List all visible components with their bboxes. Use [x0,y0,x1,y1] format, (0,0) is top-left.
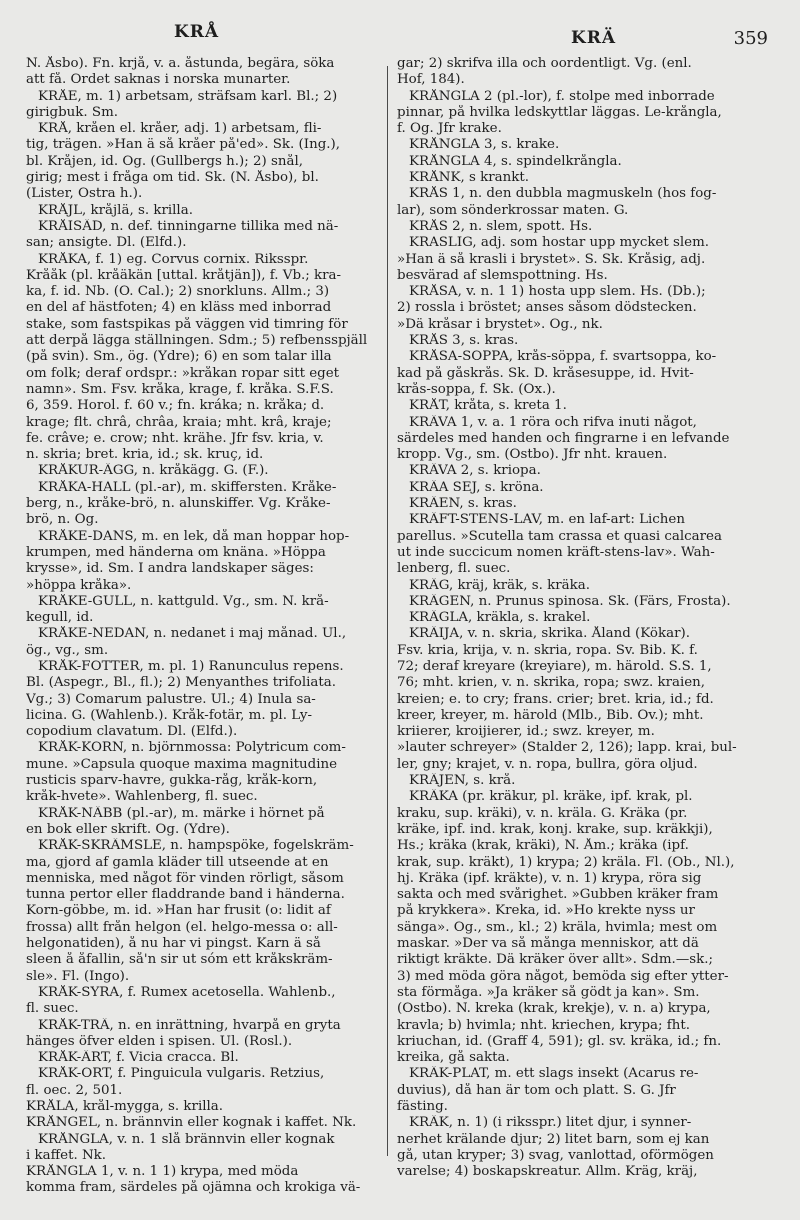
text-line: (Östbo). N. kreka (krak, krekje), v. n. a) krypa, [397,1001,711,1017]
text-line: om folk; deraf ordspr.: »kråkan ropar sitt eget [26,365,340,381]
text-line: 2) rossla i bröstet; anses såsom dödstecken. [397,300,697,316]
text-line: KRÅ, kråen el. kråer, adj. 1) arbetsam, fli- [38,121,322,137]
text-line: KRÅSA-SÖPPA, krås-söppa, f. svartsoppa, ko- [409,349,717,365]
text-line: varelse; 4) boskapskreatur. Allm. Kräg, kräj, [397,1164,698,1180]
text-line: KRÄK, n. 1) (i riksspr.) litet djur, i synner- [409,1115,692,1131]
text-line: KRÄKA (pr. kräkur, pl. kräke, ipf. krak, pl. [409,789,693,805]
text-line: ler, gny; krajet, v. n. ropa, bullra, göra oljud. [397,756,698,772]
text-line: fe. crâve; e. crow; nht. krähe. Jfr fsv. kria, v. [26,430,324,446]
text-line: maskar. »Der va så många menniskor, att dä [397,936,699,952]
text-line: Vg.; 3) Comarum palustre. Ul.; 4) Inula sa- [26,691,316,707]
text-line: KRÄK-PLAT, m. ett slags insekt (Acarus re- [409,1066,699,1082]
text-line: kraku, sup. kräki), v. n. kräla. G. Kräka (pr. [397,805,688,821]
text-line: sle». Fl. (Ingo). [26,968,130,984]
text-line: ka, f. id. Nb. (Ö. Cal.); 2) snorkluns. Allm.; 3) [26,284,330,300]
text-line: kad på gåskrås. Sk. D. kråsesuppe, id. Hvit- [397,365,694,381]
text-line: Fsv. kria, krija, v. n. skria, ropa. Sv. Bib. K. f. [397,642,698,658]
text-line: Hof, 184). [397,72,465,88]
text-line: kräke, ipf. ind. krak, konj. krake, sup. kräkkji), [397,821,713,837]
text-line: »Dä kråsar i brystet». Ög., nk. [397,316,603,332]
text-line: KRÅLA, krål-mygga, s. krilla. [26,1099,224,1114]
text-line: f. Ög. Jfr krake. [397,121,502,137]
text-line: pinnar, på hvilka ledskyttlar läggas. Le-krångla, [397,104,722,120]
text-line: copodium clavatum. Dl. (Elfd.). [26,724,238,740]
text-line: KRÅK-NÄBB (pl.-ar), m. märke i hörnet på [38,805,325,821]
column-divider [387,66,388,1156]
text-line: KRÅK-ÖRT, f. Pinguicula vulgaris. Retzius, [38,1066,325,1082]
text-line: bl. Kråjen, id. Ög. (Gullbergs h.); 2) snål, [26,153,303,169]
running-head [26,14,776,48]
text-line: kråk-hvete». Wahlenberg, fl. suec. [26,789,258,805]
text-line: KRÅNGLA 4, s. spindelkrångla. [409,153,622,169]
text-line: på krykkera». Kreka, id. »Ho krekte nyss ur [397,903,695,919]
text-line: KRÅK-FÖTTER, m. pl. 1) Ranunculus repens. [38,658,344,674]
text-line: 6, 359. Horol. f. 60 v.; fn. kráka; n. kråka; d. [26,398,325,414]
text-line: KRÅS 3, s. kras. [409,333,519,349]
text-line: krak, sup. kräkt), 1) krypa; 2) kräla. Fl. (Öb., Nl.), [397,854,735,870]
text-line: KRÄJEN, s. krå. [409,773,516,789]
text-line: »höppa kråka». [26,577,132,593]
text-line: KRÅSA, v. n. 1 1) hosta upp slem. Hs. (Db.); [409,284,706,300]
text-line: i kaffet. Nk. [26,1147,107,1163]
running-head-right-word: KRÄ [571,28,617,48]
text-line: KRÄIJA, v. n. skria, skrika. Åland (Kökar). [409,626,690,642]
text-line: kravla; b) hvimla; nht. kriechen, krypa; fht. [397,1017,691,1033]
text-line: KRÅNGEL, n. brännvin eller kognak i kaffet. Nk. [26,1115,357,1131]
text-line: KRÅNGLA 1, v. n. 1 1) krypa, med möda [26,1164,299,1180]
text-line: frossa) allt från helgon (el. helgo-messa o: all- [26,919,338,935]
text-line: sänga». Ög., sm., kl.; 2) kräla, hvimla; mest om [397,919,718,935]
text-line: KRÄGEN, n. Prunus spinosa. Sk. (Färs, Frosta). [409,593,731,609]
text-line: parellus. »Scutella tam crassa et quasi calcarea [397,528,722,544]
text-line: fl. oec. 2, 501. [26,1082,123,1098]
text-line: mune. »Capsula quoque maxima magnitudine [26,756,338,772]
text-line: KRÅK-SKRÄMSLE, n. hampspöke, fogelskräm- [38,838,354,854]
text-line: (Lister, Östra h.). [26,186,143,202]
text-line: 76; mht. krien, v. n. skrika, ropa; swz. kraien, [397,675,706,691]
text-line: duvius), då han är tom och platt. S. G. Jfr [397,1082,676,1098]
text-line: besvärad af slemspottning. Hs. [397,267,608,283]
text-line: girigbuk. Sm. [26,104,119,120]
text-line: KRÅKA, f. 1) eg. Corvus cornix. Riksspr. [38,251,309,267]
text-line: KRÅK-TRÄ, n. en inrättning, hvarpå en gryta [38,1017,341,1033]
text-line: menniska, med något för vinden rörligt, såsom [26,870,344,886]
text-line: brö, n. Ög. [26,512,99,528]
text-line: tig, trägen. »Han ä så kråer på'ed». Sk. (Ing.), [26,137,341,153]
text-line: hj. Kräka (ipf. kräkte), v. n. 1) krypa, röra sig [397,870,702,886]
text-line: sakta och med svårighet. »Gubben kräker fram [397,887,719,903]
text-line: KRÅS 1, n. den dubbla magmuskeln (hos fog- [409,186,717,202]
text-line: KRÄVA 2, s. kriopa. [409,463,541,479]
text-line: fl. suec. [26,1001,79,1017]
text-line: »Han ä så krasli i brystet». S. Sk. Kråsig, adj. [397,251,706,267]
text-line: KRÄVA 1, v. a. 1 röra och rifva inuti något, [409,414,697,430]
left-column [26,56,378,1197]
text-line: san; ansigte. Dl. (Elfd.). [26,235,187,251]
text-line: KRÅS 2, n. slem, spott. Hs. [409,218,593,234]
text-line: Korn-göbbe, m. id. »Han har frusit (o: lidit af [26,903,331,919]
text-line: KRÅKA-HALL (pl.-ar), m. skiffersten. Kråke- [38,479,337,495]
text-line: KRÅKE-GULL, n. kattguld. Vg., sm. N. krå- [38,593,329,609]
text-line: kriierer, kroijierer, id.; swz. kreyer, m. [397,724,655,740]
text-line: KRÄEN, s. kras. [409,496,517,512]
text-line: KRÅNK, s krankt. [409,170,529,186]
text-line: KRÅK-KORN, n. björnmossa: Polytricum com- [38,740,346,756]
text-line: ög., vg., sm. [26,642,109,658]
text-line: gar; 2) skrifva illa och oordentligt. Vg. (enl. [397,56,692,71]
text-line: kreer, kreyer, m. härold (Mlb., Bib. Ov.); mht. [397,707,704,723]
text-line: särdeles med handen och fingrarne i en lefvande [397,430,730,446]
text-line: att få. Ordet saknas i norska munarter. [26,72,291,88]
text-line: sta förmåga. »Ja kräker så gödt ja kan». Sm. [397,984,700,1000]
text-line: kreien; e. to cry; frans. crier; bret. kria, id.; fd. [397,691,714,707]
text-line: stake, som fastspikas på väggen vid timring för [26,316,348,332]
text-line: KRÅE, m. 1) arbetsam, sträfsam karl. Bl.; 2) [38,88,338,104]
text-columns [26,56,776,1197]
text-line: KRÄG, kräj, kräk, s. kräka. [409,577,591,593]
text-line: sleen å åfallin, så'n sir ut sóm ett kråkskräm- [26,952,333,968]
text-line: rusticis sparv-havre, gukka-råg, kråk-korn, [26,773,318,789]
text-line: en del af hästfoten; 4) en kläss med inborrad [26,300,332,316]
text-line: Krååk (pl. kråäkän [uttal. kråtjän]), f. Vb.; kra- [26,267,342,283]
text-line: N. Åsbo). Fn. krjå, v. a. åstunda, begära, söka [26,56,335,71]
text-line: att derpå lägga ställningen. Sdm.; 5) refbensspjäll [26,333,368,349]
text-line: helgonatiden), å nu har vi pingst. Karn ä så [26,936,321,952]
text-line: KRÄA SEJ, s. kröna. [409,479,544,495]
text-line: Hs.; kräka (krak, kräki), N. Åm.; kräka (ipf. [397,838,689,854]
text-line: riktigt kräkte. Dä kräker över allt». Sdm.—sk.; [397,952,713,968]
text-line: KRÅNGLA 2 (pl.-lor), f. stolpe med inborrade [409,88,715,104]
text-line: tunna pertor eller fladdrande band i händerna. [26,887,345,903]
text-line: KRÅKUR-ÄGG, n. kråkägg. G. (F.). [38,463,269,479]
text-line: KRÅNGLA 3, s. krake. [409,137,560,153]
text-line: berg, n., kråke-brö, n. alunskiffer. Vg. Kråke- [26,496,331,512]
text-line: KRÅNGLA, v. n. 1 slå brännvin eller kognak [38,1131,335,1147]
text-line: girig; mest i fråga om tid. Sk. (N. Åsbo), bl. [26,170,319,186]
text-line: KRÅISÄD, n. def. tinningarne tillika med nä- [38,218,339,234]
text-line: »lauter schreyer» (Stalder 2, 126); lapp. krai, bul- [397,740,737,756]
text-line: lar), som sönderkrossar maten. G. [397,202,629,218]
text-line: hänges öfver elden i spisen. Ul. (Rosl.). [26,1033,293,1049]
text-line: krumpen, med händerna om knäna. »Höppa [26,544,326,560]
text-line: KRÄGLA, kräkla, s. krakel. [409,610,591,626]
text-line: Bl. (Aspegr., Bl., fl.); 2) Menyanthes trifoliata. [26,675,336,691]
text-line: krås-soppa, f. Sk. (Ox.). [397,381,556,397]
text-line: KRÅK-SYRA, f. Rumex acetosella. Wahlenb., [38,984,336,1000]
text-line: lenberg, fl. suec. [397,561,511,577]
text-line: 72; deraf kreyare (kreyiare), m. härold. S.S. 1, [397,658,712,674]
text-line: kreika, gå sakta. [397,1050,510,1066]
text-line: 3) med möda göra något, bemöda sig efter ytter- [397,968,729,984]
text-line: komma fram, särdeles på ojämna och krokiga vä- [26,1180,361,1196]
text-line: KRÅKE-NEDAN, n. nedanet i maj månad. Ul., [38,626,347,642]
text-line: fästing. [397,1099,448,1114]
text-line: ut inde succicum nomen kräft-stens-lav». Wah- [397,544,715,560]
text-line: KRÄFT-STENS-LAV, m. en laf-art: Lichen [409,512,685,528]
text-line: krage; flt. chrâ, chrâa, kraia; mht. krâ, kraje; [26,414,332,430]
running-head-left-word: KRÅ [174,22,220,42]
text-line: KRÅJL, kråjlä, s. krilla. [38,202,193,218]
right-column [397,56,749,1180]
text-line: kriuchan, id. (Graff 4, 591); gl. sv. kräka, id.; fn. [397,1033,722,1049]
text-line: nerhet krälande djur; 2) litet barn, som ej kan [397,1131,710,1147]
text-line: namn». Sm. Fsv. kråka, krage, f. kråka. S.F.S. [26,381,334,397]
text-line: en bok eller skrift. Ög. (Ydre). [26,821,230,837]
text-line: n. skria; bret. kria, id.; sk. kruç, id. [26,447,264,463]
text-line: ma, gjord af gamla kläder till utseende at en [26,854,329,870]
text-line: kropp. Vg., sm. (Östbo). Jfr nht. krauen. [397,447,668,463]
text-line: gå, utan kryper; 3) svag, vanlottad, oförmögen [397,1147,714,1163]
text-line: krysse», id. Sm. I andra landskaper säges: [26,561,314,577]
text-line: KRASLIG, adj. som hostar upp mycket slem. [409,235,710,251]
page-number: 359 [733,28,768,49]
text-line: licina. G. (Wahlenb.). Kråk-fotär, m. pl. Ly- [26,707,312,723]
text-line: KRÅKE-DANS, m. en lek, då man hoppar hop- [38,528,350,544]
text-line: kegull, id. [26,610,94,626]
text-line: KRÅK-ÄRT, f. Vicia cracca. Bl. [38,1050,239,1066]
text-line: KRÅT, kråta, s. kreta 1. [409,398,567,414]
text-line: (på svin). Sm., ög. (Ydre); 6) en som talar illa [26,349,332,365]
